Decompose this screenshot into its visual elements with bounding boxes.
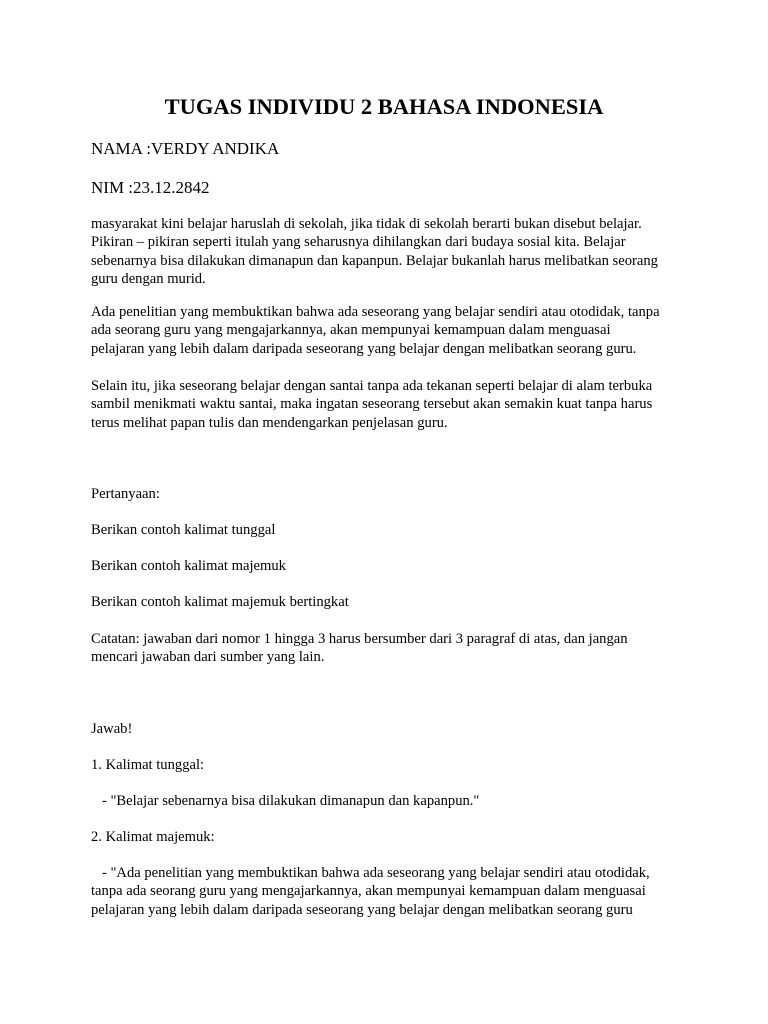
paragraph-2 [91,303,691,358]
paragraph-1 [91,215,691,288]
paragraph-2-line: Ada penelitian yang membuktikan bahwa ada seseorang yang belajar sendiri atau otodidak, tanpa [91,304,660,320]
answer-1-label: 1. Kalimat tunggal: [91,757,205,773]
paragraph-1-line: sebenarnya bisa dilakukan dimanapun dan kapanpun. Belajar bukanlah harus melibatkan seorang [91,252,658,269]
question-1: Berikan contoh kalimat tunggal [91,522,276,538]
paragraph-1-line: guru dengan murid. [91,270,206,287]
document-title: TUGAS INDIVIDU 2 BAHASA INDONESIA [164,94,604,119]
questions-heading: Pertanyaan: [91,486,160,502]
note [91,630,691,667]
answer-2-line: - "Ada penelitian yang membuktikan bahwa ada seseorang yang belajar sendiri atau otodidak, [91,865,650,881]
student-name: NAMA :VERDY ANDIKA [91,139,280,158]
paragraph-3-line: terus melihat papan tulis dan mendengarkan penjelasan guru. [91,414,448,431]
paragraph-1-line: Pikiran – pikiran seperti itulah yang seharusnya dihilangkan dari budaya sosial kita. Belajar [91,234,626,251]
paragraph-3-line: sambil menikmati waktu santai, maka ingatan seseorang tersebut akan semakin kuat tanpa harus [91,396,653,413]
note-line: Catatan: jawaban dari nomor 1 hingga 3 harus bersumber dari 3 paragraf di atas, dan jangan [91,631,628,647]
paragraph-1-line: masyarakat kini belajar haruslah di sekolah, jika tidak di sekolah berarti bukan disebut belajar. [91,216,642,232]
paragraph-2-line: ada seorang guru yang mengajarkannya, akan mempunyai kemampuan dalam menguasai [91,322,611,339]
student-nim: NIM :23.12.2842 [91,178,210,197]
answer-2-label: 2. Kalimat majemuk: [91,829,215,845]
note-line: mencari jawaban dari sumber yang lain. [91,649,325,666]
answer-1-text: - "Belajar sebenarnya bisa dilakukan dimanapun dan kapanpun." [91,793,480,809]
paragraph-2-line: pelajaran yang lebih dalam daripada seseorang yang belajar dengan melibatkan seorang guru. [91,340,637,357]
question-2: Berikan contoh kalimat majemuk [91,558,286,574]
answer-heading: Jawab! [91,721,133,737]
paragraph-3 [91,377,691,432]
paragraph-3-line: Selain itu, jika seseorang belajar dengan santai tanpa ada tekanan seperti belajar di alam terbuka [91,378,653,394]
answer-2-line: tanpa ada seorang guru yang mengajarkannya, akan mempunyai kemampuan dalam menguasai [91,883,646,900]
answer-2-line: pelajaran yang lebih dalam daripada seseorang yang belajar dengan melibatkan seorang guru [91,901,633,918]
answer-2-text [91,864,691,919]
question-3: Berikan contoh kalimat majemuk bertingkat [91,594,349,610]
